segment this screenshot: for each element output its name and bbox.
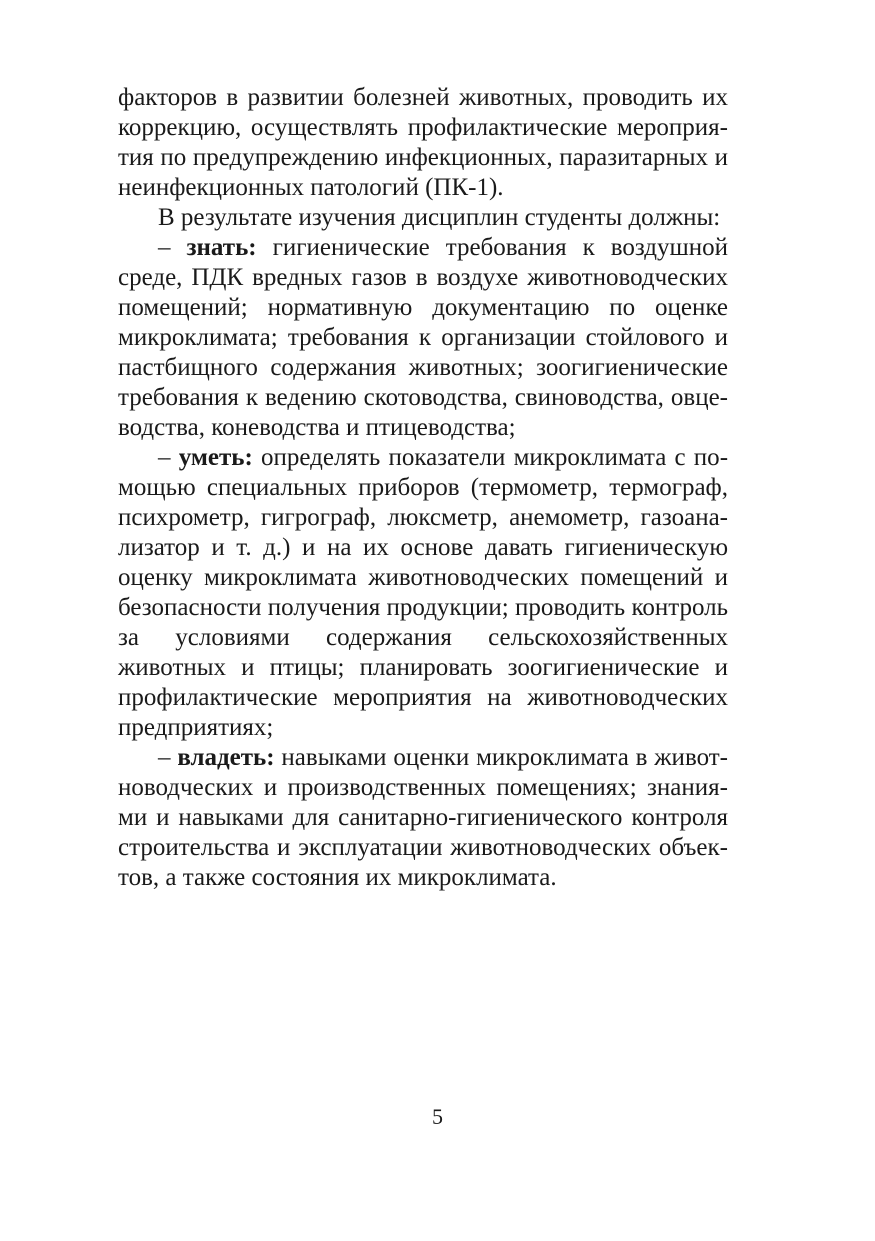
requirement-text-master: навыками оценки микроклимата в животноводческих и производственных помещениях; знаниями и навыками для санитарно-гигиенического контроля строительства и эксплуатации животноводческих объектов, а также состояния их микроклимата. <box>118 744 728 891</box>
requirement-know <box>118 233 728 443</box>
requirement-text-can: определять показатели микроклимата с помощью специальных приборов (термометр, термограф, психрометр, гигрограф, люксметр, анемометр, газоанализатор и т. д.) и на их основе давать гигиеническую оценку микроклимата животноводческих помещений и безопасности получения продукции; проводить контроль за условиями содержания сельскохозяйственных животных и птицы; планировать зоогигиенические и профилактические мероприятия на животноводческих предприятиях; <box>118 444 729 741</box>
requirement-dash: – <box>158 234 187 261</box>
requirement-term-can: уметь: <box>178 444 253 471</box>
requirement-master <box>118 743 728 893</box>
paragraph-lead: В результате изучения дисциплин студенты должны: <box>158 204 721 231</box>
body-text <box>118 83 728 893</box>
paragraph-continuation: факторов в развитии болезней животных, проводить их коррекцию, осуществлять профилактические мероприятия по предупреждению инфекционных, паразитарных и неинфекционных патологий (ПК-1). <box>118 84 728 201</box>
requirement-term-know: знать: <box>186 234 257 261</box>
page-number: 5 <box>432 1104 443 1129</box>
requirement-term-master: владеть: <box>177 744 275 771</box>
requirement-dash: – <box>158 744 178 771</box>
requirement-can <box>118 443 728 743</box>
requirement-text-know: гигиенические требования к воздушной среде, ПДК вредных газов в воздухе животноводческих помещений; нормативную документацию по оценке микроклимата; требования к организации стойлового и пастбищного содержания животных; зоогигиенические требования к ведению скотоводства, свиноводства, овцеводства, коневодства и птицеводства; <box>118 234 728 441</box>
requirement-dash: – <box>158 444 179 471</box>
